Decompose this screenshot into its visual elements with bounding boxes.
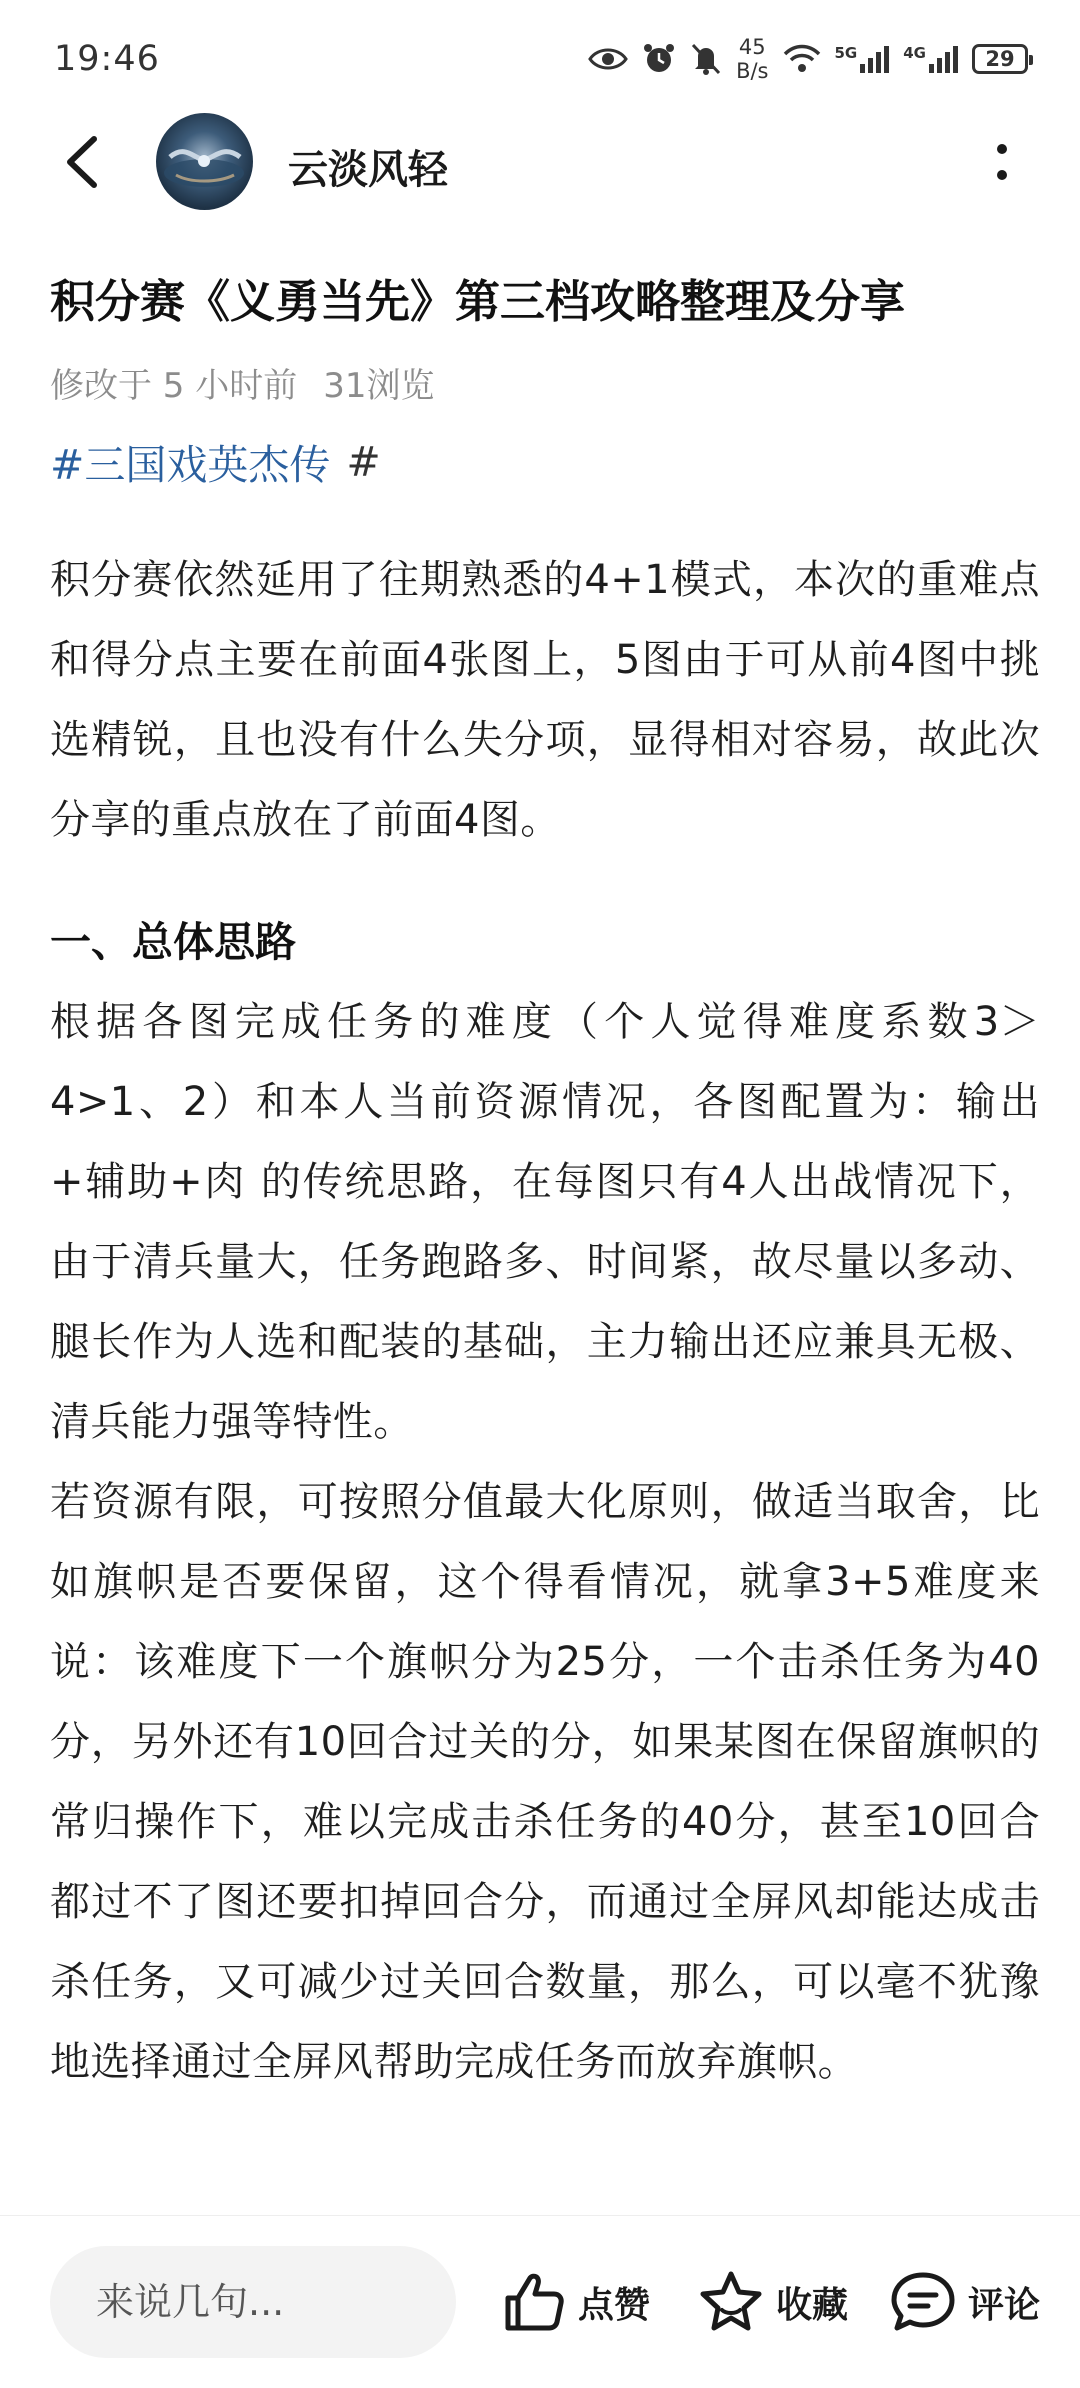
article-content (50, 540, 1040, 2102)
article-meta (50, 358, 435, 407)
avatar-image (156, 113, 253, 210)
net-speed-value: 45 (738, 35, 766, 59)
net-speed-unit: B/s (736, 59, 769, 83)
modified-time: 修改于 5 小时前 (50, 366, 298, 406)
back-button[interactable] (52, 132, 112, 192)
comment-input[interactable] (50, 2246, 456, 2358)
signal-5g-icon (835, 44, 890, 74)
alarm-icon (642, 42, 676, 76)
topic-tag-label[interactable]: #三国戏英杰传 (50, 441, 331, 489)
status-bar (0, 0, 1080, 118)
more-vertical-icon (995, 142, 1009, 182)
battery-level: 29 (985, 47, 1015, 71)
more-button[interactable] (980, 132, 1024, 192)
view-count: 31浏览 (323, 366, 435, 406)
avatar[interactable] (156, 113, 253, 210)
article-title: 积分赛《义勇当先》第三档攻略整理及分享 (50, 275, 906, 328)
comment-label: 评论 (968, 2284, 1041, 2326)
eye-icon (588, 45, 628, 73)
thumbs-up-icon (502, 2270, 566, 2334)
like-label: 点赞 (578, 2284, 651, 2326)
status-icons (588, 35, 1028, 83)
header (0, 110, 1080, 215)
author-name[interactable]: 云淡风轻 (288, 147, 448, 193)
net-speed (736, 35, 768, 83)
favorite-label: 收藏 (776, 2284, 849, 2326)
section-heading-1: 一、总体思路 (50, 918, 296, 966)
topic-tag-tail: # (346, 437, 381, 486)
paragraph-3: 若资源有限，可按照分值最大化原则，做适当取舍，比如旗帜是否要保留，这个得看情况，就拿3+5难度来说：该难度下一个旗帜分为25分，一个击杀任务为40分，另外还有10回合过关的分，如果某图在保留旗帜的常归操作下，难以完成击杀任务的40分，甚至10回合都过不了图还要扣掉回合分，而通过全屏风却能达成击杀任务，又可减少过关回合数量，那么，可以毫不犹豫地选择通过全屏风帮助完成任务而放弃旗帜。 (50, 1479, 1040, 2085)
favorite-button[interactable] (698, 2254, 848, 2350)
comment-bubble-icon (890, 2270, 956, 2334)
mute-bell-icon (690, 42, 722, 76)
battery-icon (972, 44, 1028, 74)
paragraph-1: 积分赛依然延用了往期熟悉的4+1模式，本次的重难点和得分点主要在前面4张图上，5图由于可从前4图中挑选精锐，且也没有什么失分项，显得相对容易，故此次分享的重点放在了前面4图。 (50, 557, 1040, 843)
paragraph-2: 根据各图完成任务的难度（个人觉得难度系数3＞4>1、2）和本人当前资源情况，各图配置为：输出+辅助+肉 的传统思路，在每图只有4人出战情况下，由于清兵量大，任务跑路多、时间紧，故尽量以多动、腿长作为人选和配装的基础，主力输出还应兼具无极、清兵能力强等特性。 (50, 999, 1040, 1445)
signal-5g-label: 5G (834, 44, 858, 62)
signal-4g-label: 4G (903, 44, 926, 62)
star-icon (698, 2270, 764, 2334)
status-time: 19:46 (54, 39, 160, 79)
wifi-icon (783, 44, 821, 74)
bottom-bar (0, 2215, 1080, 2388)
like-button[interactable] (502, 2254, 650, 2350)
signal-4g-icon (903, 44, 958, 74)
comment-button[interactable] (890, 2254, 1040, 2350)
back-arrow-icon (62, 135, 102, 189)
topic-tag[interactable] (50, 432, 381, 491)
